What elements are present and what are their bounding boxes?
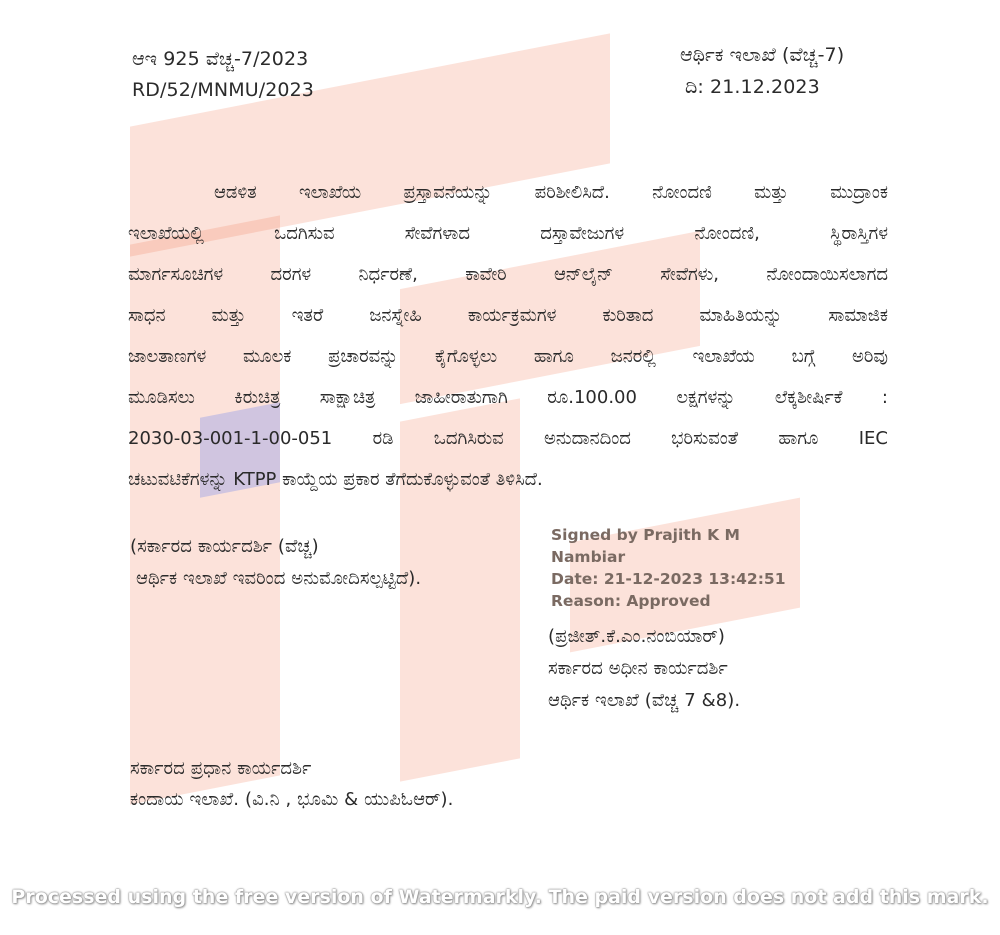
digital-signature-block: [551, 524, 786, 612]
signature-signed-by-surname: Nambiar: [551, 548, 626, 566]
reference-number: ಆಇ 925 ವೆಚ್ಚ-7/2023: [132, 48, 309, 70]
paragraph-line: ಇಲಾಖೆಯಲ್ಲಿ ಒದಗಿಸುವ ಸೇವೆಗಳಾದ ದಸ್ತಾವೇಜುಗಳ ನೋಂದಣಿ, ಸ್ಥಿರಾಸ್ತಿಗಳ: [128, 223, 888, 244]
signatory-name: (ಪ್ರಜೀತ್.ಕೆ.ಎಂ.ನಂಬಿಯಾರ್): [548, 626, 726, 647]
paragraph-line: ಚಟುವಟಿಕೆಗಳನ್ನು KTPP ಕಾಯ್ದೆಯ ಪ್ರಕಾರ ತೆಗೆದುಕೊಳ್ಳುವಂತೆ ತಿಳಿಸಿದೆ.: [128, 469, 543, 490]
paragraph-line: ಮಾರ್ಗಸೂಚಿಗಳ ದರಗಳ ನಿರ್ಧರಣೆ, ಕಾವೇರಿ ಆನ್‌ಲೈನ್ ಸೇವೆಗಳು, ನೋಂದಾಯಿಸಲಾಗದ: [128, 264, 888, 285]
body-paragraph: [128, 172, 888, 500]
signatory-designation: ಸರ್ಕಾರದ ಅಧೀನ ಕಾರ್ಯದರ್ಶಿ: [548, 658, 728, 679]
paragraph-line: ಸಾಧನ ಮತ್ತು ಇತರೆ ಜನಸ್ನೇಹಿ ಕಾರ್ಯಕ್ರಮಗಳ ಕುರಿತಾದ ಮಾಹಿತಿಯನ್ನು ಸಾಮಾಜಿಕ: [128, 305, 888, 326]
recipient-department: ಕಂದಾಯ ಇಲಾಖೆ. (ವಿ.ನಿ , ಭೂಮಿ & ಯುಪಿಓಆರ್).: [130, 789, 454, 810]
signature-date: Date: 21-12-2023 13:42:51: [551, 570, 786, 588]
document-date: ದಿ: 21.12.2023: [685, 76, 820, 98]
reference-code: RD/52/MNMU/2023: [132, 79, 314, 101]
department-heading: ಆರ್ಥಿಕ ಇಲಾಖೆ (ವೆಚ್ಚ-7): [680, 44, 845, 66]
signature-reason: Reason: Approved: [551, 592, 711, 610]
recipient-designation: ಸರ್ಕಾರದ ಪ್ರಧಾನ ಕಾರ್ಯದರ್ಶಿ: [130, 758, 312, 779]
approval-note-line: ಆರ್ಥಿಕ ಇಲಾಖೆ ಇವರಿಂದ ಅನುಮೋದಿಸಲ್ಪಟ್ಟಿದೆ).: [136, 568, 422, 589]
paragraph-line: 2030-03-001-1-00-051 ರಡಿ ಒದಗಿಸಿರುವ ಅನುದಾನದಿಂದ ಭರಿಸುವಂತೆ ಹಾಗೂ IEC: [128, 428, 888, 449]
signature-signed-by: Signed by Prajith K M: [551, 526, 740, 544]
footer-watermark-text: Processed using the free version of Watermarkly. The paid version does not add this mark.: [11, 886, 989, 908]
paragraph-line: ಜಾಲತಾಣಗಳ ಮೂಲಕ ಪ್ರಚಾರವನ್ನು ಕೈಗೊಳ್ಳಲು ಹಾಗೂ ಜನರಲ್ಲಿ ಇಲಾಖೆಯ ಬಗ್ಗೆ ಅರಿವು: [128, 346, 888, 367]
approval-note-line: (ಸರ್ಕಾರದ ಕಾರ್ಯದರ್ಶಿ (ವೆಚ್ಚ): [130, 536, 319, 557]
signatory-department: ಆರ್ಥಿಕ ಇಲಾಖೆ (ವೆಚ್ಚ 7 &8).: [548, 690, 741, 711]
paragraph-line: ಆಡಳಿತ ಇಲಾಖೆಯ ಪ್ರಸ್ತಾವನೆಯನ್ನು ಪರಿಶೀಲಿಸಿದೆ. ನೋಂದಣಿ ಮತ್ತು ಮುದ್ರಾಂಕ: [214, 182, 888, 203]
paragraph-line: ಮೂಡಿಸಲು ಕಿರುಚಿತ್ರ ಸಾಕ್ಷಾಚಿತ್ರ ಜಾಹೀರಾತುಗಾಗಿ ರೂ.100.00 ಲಕ್ಷಗಳನ್ನು ಲೆಕ್ಕಶೀರ್ಷಿಕೆ :: [128, 387, 888, 408]
